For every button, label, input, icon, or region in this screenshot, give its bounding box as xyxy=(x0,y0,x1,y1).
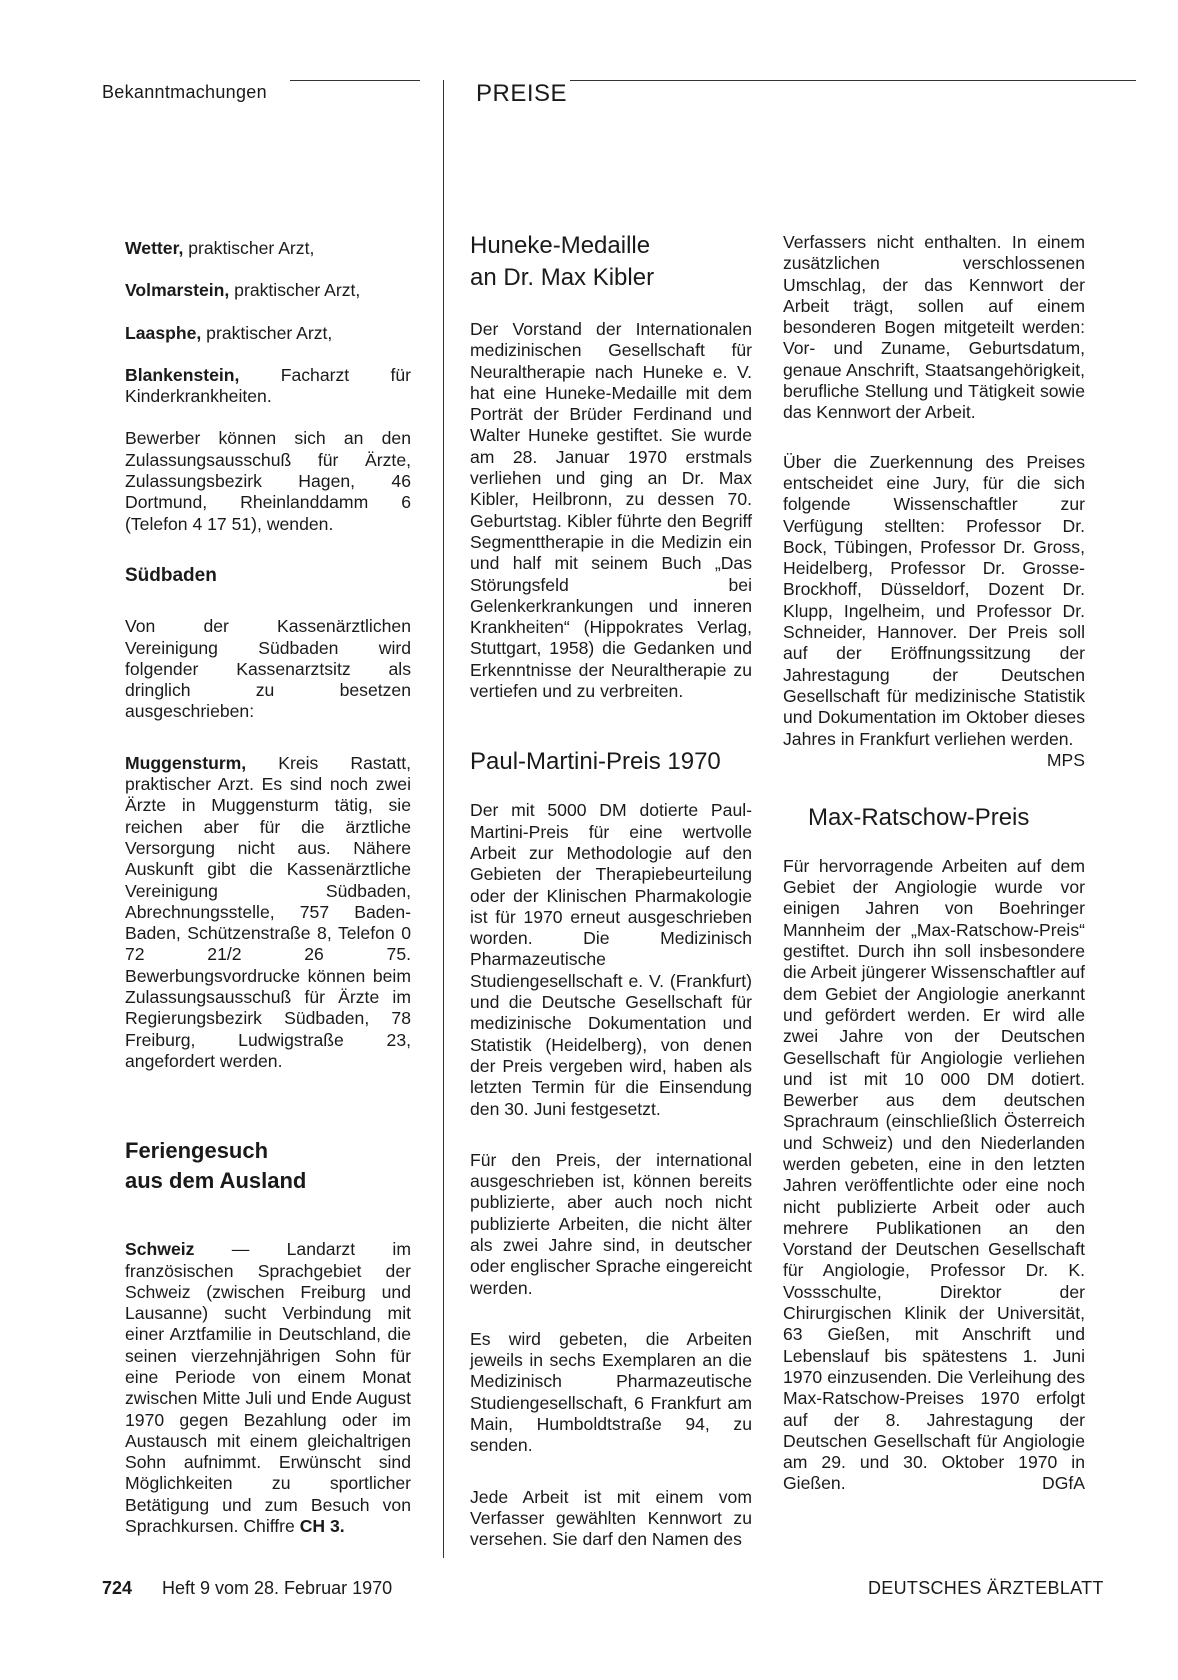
muggensturm-paragraph: Muggensturm, Kreis Rastatt, praktischer Arzt. Es sind noch zwei Ärzte in Muggensturm tätig, sie reichen aber für die ärztliche Versorgung nicht aus. Nähere Auskunft gibt die Kassenärztliche Vereinigung Südbaden, Abrechnungsstelle, 757 Baden-Baden, Schützenstraße 8, Telefon 0 72 21/2 26 75. Bewerbungsvordrucke können beim Zulassungsausschuß für Ärzte im Regierungsbezirk Südbaden, 78 Freiburg, Ludwigstraße 23, angefordert werden. xyxy=(125,752,411,1071)
header-rule-right xyxy=(570,80,1136,81)
schweiz-paragraph: Schweiz — Landarzt im französischen Sprachgebiet der Schweiz (zwischen Freiburg und Lausanne) sucht Verbindung mit einer Arztfamilie in Deutschland, die seinen vierzehnjährigen Sohn für eine Periode von einem Monat zwischen Mitte Juli und Ende August 1970 gegen Bezahlung oder im Austausch mit einem gleichaltrigen Sohn aufnimmt. Erwünscht sind Möglichkeiten zu sportlicher Betätigung und zum Besuch von Sprachkursen. Chiffre CH 3. xyxy=(125,1239,411,1537)
martini-continued-1: Verfassers nicht enthalten. In einem zusätzlichen verschlossenen Umschlag, der das Kennwort der Arbeit trägt, sollen auf einem besonderen Bogen mitgeteilt werden: Vor- und Zuname, Geburtsdatum, genaue Anschrift, Staatsangehörigkeit, berufliche Stellung und Tätigkeit sowie das Kennwort der Arbeit. xyxy=(783,232,1085,423)
section-title: PREISE xyxy=(476,80,568,107)
suedbaden-intro: Von der Kassenärztlichen Vereinigung Südbaden wird folgender Kassenarztsitz als dringlich zu besetzen ausgeschrieben: xyxy=(125,616,411,722)
column-1 xyxy=(125,238,411,1537)
martini-paragraph-2: Für den Preis, der international ausgeschrieben ist, können bereits publizierte, aber auch noch nicht publizierte Arbeiten, die nicht älter als zwei Jahre sind, in deutscher oder englischer Sprache eingereicht werden. xyxy=(470,1149,752,1298)
article-heading-huneke: Huneke-Medaille an Dr. Max Kibler xyxy=(470,232,655,291)
column-divider xyxy=(443,80,444,1558)
applicant-paragraph: Bewerber können sich an den Zulassungsausschuß für Ärzte, Zulassungsbezirk Hagen, 46 Dortmund, Rheinlanddamm 6 (Telefon 4 17 51), wenden. xyxy=(125,428,411,534)
martini-continued-2: Über die Zuerkennung des Preises entscheidet eine Jury, für die sich folgende Wissenschaftler zur Verfügung stellten: Professor Dr. Bock, Tübingen, Professor Dr. Gross, Heidelberg, Professor Dr. Grosse-Brockhoff, Düsseldorf, Dozent Dr. Klupp, Ingelheim, und Professor Dr. Schneider, Hannover. Der Preis soll auf der Eröffnungssitzung der Jahrestagung der Deutschen Gesellschaft für medizinische Statistik und Dokumentation im Oktober dieses Jahres in Frankfurt verliehen werden. MPS xyxy=(783,451,1085,770)
page-number: 724 xyxy=(102,1578,133,1598)
section-label: Bekanntmachungen xyxy=(102,82,267,102)
signature-mps: MPS xyxy=(1046,749,1085,770)
article-heading-martini: Paul-Martini-Preis 1970 xyxy=(470,748,721,776)
martini-paragraph-1: Der mit 5000 DM dotierte Paul-Martini-Preis für eine wertvolle Arbeit zur Methodologie auf den Gebieten der Therapiebeurteilung oder der Klinischen Pharmakologie ist für 1970 erneut ausgeschrieben worden. Die Medizinisch Pharmazeutische Studiengesellschaft e. V. (Frankfurt) und die Deutsche Gesellschaft für medizinische Dokumentation und Statistik (Heidelberg), von denen der Preis vergeben wird, haben als letzten Termin für die Einsendung den 30. Juni festgesetzt. xyxy=(470,800,752,1119)
list-item: Laasphe, praktischer Arzt, xyxy=(125,322,333,343)
martini-paragraph-3: Es wird gebeten, die Arbeiten jeweils in sechs Exemplaren an die Medizinisch Pharmazeutische Studiengesellschaft, 6 Frankfurt am Main, Humboldtstraße 94, zu senden. xyxy=(470,1328,752,1456)
list-item: Volmarstein, praktischer Arzt, xyxy=(125,280,361,301)
article-heading-ratschow: Max-Ratschow-Preis xyxy=(808,803,1030,831)
column-2 xyxy=(470,230,752,1551)
signature-dgfa: DGfA xyxy=(1041,1473,1085,1494)
section-heading-feriengesuch: Feriengesuch aus dem Ausland xyxy=(125,1138,307,1194)
list-item: Blankenstein, Facharzt für Kinderkrankheiten. xyxy=(125,364,411,407)
list-item: Wetter, praktischer Arzt, xyxy=(125,238,315,258)
header-rule-left xyxy=(290,80,420,81)
martini-paragraph-4: Jede Arbeit ist mit einem vom Verfasser gewählten Kennwort zu versehen. Sie darf den Namen des xyxy=(470,1486,752,1550)
huneke-paragraph: Der Vorstand der Internationalen medizinischen Gesellschaft für Neuraltherapie nach Huneke e. V. hat eine Huneke-Medaille mit dem Porträt der Brüder Ferdinand und Walter Huneke gestiftet. Sie wurde am 28. Januar 1970 erstmals verliehen und ging an Dr. Max Kibler, Heilbronn, zu dessen 70. Geburtstag. Kibler führte den Begriff Segmenttherapie in die Medizin ein und half mit seinem Buch „Das Störungsfeld bei Gelenkerkrankungen und inneren Krankheiten“ (Hippokrates Verlag, Stuttgart, 1958) die Gedanken und Erkenntnisse der Neuraltherapie zu vertiefen und zu verbreiten. xyxy=(470,319,752,702)
ratschow-paragraph: Für hervorragende Arbeiten auf dem Gebiet der Angiologie wurde vor einigen Jahren von Boehringer Mannheim der „Max-Ratschow-Preis“ gestiftet. Durch ihn soll insbesondere die Arbeit jüngerer Wissenschaftler auf dem Gebiet der Angiologie anerkannt und gefördert werden. Er wird alle zwei Jahre von der Deutschen Gesellschaft für Angiologie verliehen und ist mit 10 000 DM dotiert. Bewerber aus dem deutschen Sprachraum (einschließlich Österreich und Schweiz) und den Niederlanden werden gebeten, eine in den letzten Jahren veröffentlichte oder eine noch nicht publizierte Arbeit oder auch mehrere Publikationen an den Vorstand der Deutschen Gesellschaft für Angiologie, Professor Dr. K. Vossschulte, Direktor der Chirurgischen Klinik der Universität, 63 Gießen, mit Anschrift und Lebenslauf bis spätestens 1. Juni 1970 einzusenden. Die Verleihung des Max-Ratschow-Preises 1970 erfolgt auf der 8. Jahrestagung der Deutschen Gesellschaft für Angiologie am 29. und 30. Oktober 1970 in Gießen. DGfA xyxy=(783,855,1085,1494)
issue-info: Heft 9 vom 28. Februar 1970 xyxy=(162,1578,393,1598)
column-3 xyxy=(783,232,1085,1495)
section-heading-suedbaden: Südbaden xyxy=(125,564,217,586)
journal-name: DEUTSCHES ÄRZTEBLATT xyxy=(868,1578,1104,1598)
